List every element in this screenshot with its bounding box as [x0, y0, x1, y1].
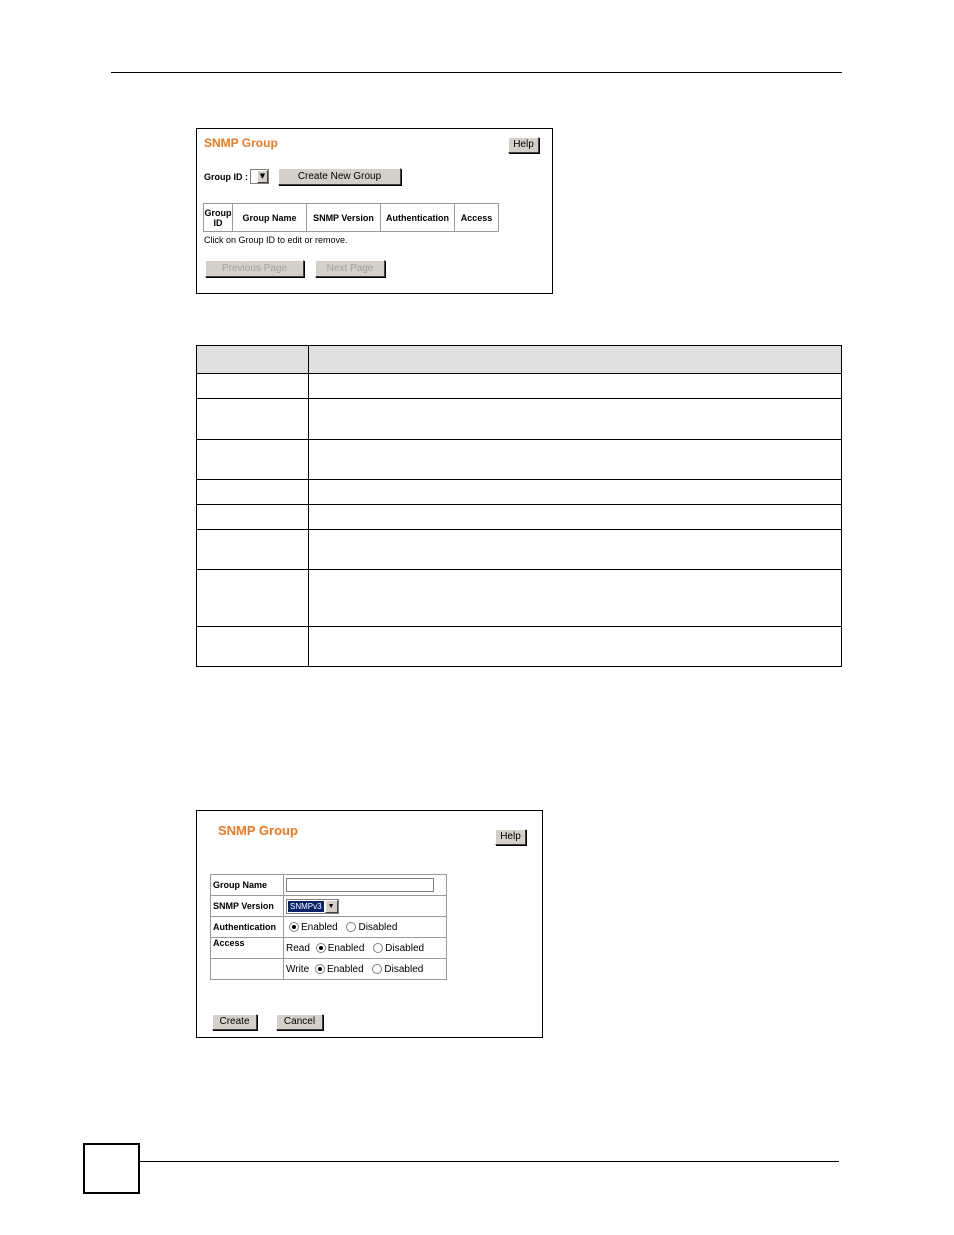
snmp-group-list-panel — [196, 128, 553, 294]
header-rule — [111, 72, 842, 73]
table-row — [197, 480, 842, 505]
snmp-group-form-panel — [196, 810, 543, 1038]
access-label: Access — [211, 938, 284, 959]
radio-label: Disabled — [384, 963, 424, 975]
authentication-enabled-radio[interactable] — [289, 922, 299, 932]
footer-rule — [140, 1161, 839, 1162]
table-row — [197, 530, 842, 570]
panel-title: SNMP Group — [204, 136, 278, 150]
page-number-box — [83, 1143, 140, 1194]
group-name-label: Group Name — [211, 875, 284, 896]
radio-label: Disabled — [358, 921, 398, 933]
table-header-row — [204, 204, 499, 232]
column-header: Authentication — [381, 204, 455, 232]
group-id-select[interactable] — [250, 169, 269, 184]
table-row — [197, 399, 842, 440]
help-button[interactable]: Help — [495, 829, 526, 845]
read-enabled-radio[interactable] — [316, 943, 326, 953]
table-header-row — [197, 346, 842, 374]
table-row — [197, 505, 842, 530]
read-label: Read — [286, 942, 310, 954]
chevron-down-icon: ▼ — [325, 900, 338, 913]
create-new-group-button[interactable]: Create New Group — [278, 168, 401, 185]
table-row — [197, 570, 842, 627]
next-page-button[interactable]: Next Page — [315, 260, 385, 277]
group-form-table — [210, 874, 447, 980]
write-disabled-radio[interactable] — [372, 964, 382, 974]
snmp-version-label: SNMP Version — [211, 896, 284, 917]
column-header: Access — [455, 204, 499, 232]
field-description-table — [196, 345, 842, 667]
previous-page-button[interactable]: Previous Page — [205, 260, 304, 277]
group-name-row — [211, 875, 447, 896]
column-header: Group Name — [233, 204, 307, 232]
edit-hint: Click on Group ID to edit or remove. — [204, 235, 348, 245]
group-list-table — [203, 203, 499, 232]
write-label: Write — [286, 963, 310, 975]
column-header: SNMP Version — [307, 204, 381, 232]
create-button[interactable]: Create — [212, 1014, 257, 1030]
table-row — [197, 627, 842, 667]
write-enabled-radio[interactable] — [315, 964, 325, 974]
chevron-down-icon: ▼ — [257, 170, 268, 183]
authentication-disabled-radio[interactable] — [346, 922, 356, 932]
column-header: Group ID — [204, 204, 233, 232]
radio-label: Enabled — [327, 942, 365, 954]
table-row — [197, 440, 842, 480]
snmp-version-select[interactable] — [286, 899, 339, 914]
radio-label: Disabled — [385, 942, 425, 954]
access-read-row — [211, 938, 447, 959]
radio-label: Enabled — [301, 921, 338, 933]
access-write-row — [211, 959, 447, 980]
group-id-label: Group ID : — [204, 172, 248, 182]
help-button[interactable]: Help — [508, 137, 539, 153]
read-disabled-radio[interactable] — [373, 943, 383, 953]
snmp-version-value: SNMPv3 — [290, 901, 322, 911]
panel-title: SNMP Group — [218, 823, 298, 838]
radio-label: Enabled — [326, 963, 364, 975]
authentication-row — [211, 917, 447, 938]
table-row — [197, 374, 842, 399]
cancel-button[interactable]: Cancel — [276, 1014, 323, 1030]
authentication-label: Authentication — [211, 917, 284, 938]
group-name-input[interactable] — [286, 878, 434, 892]
snmp-version-row — [211, 896, 447, 917]
